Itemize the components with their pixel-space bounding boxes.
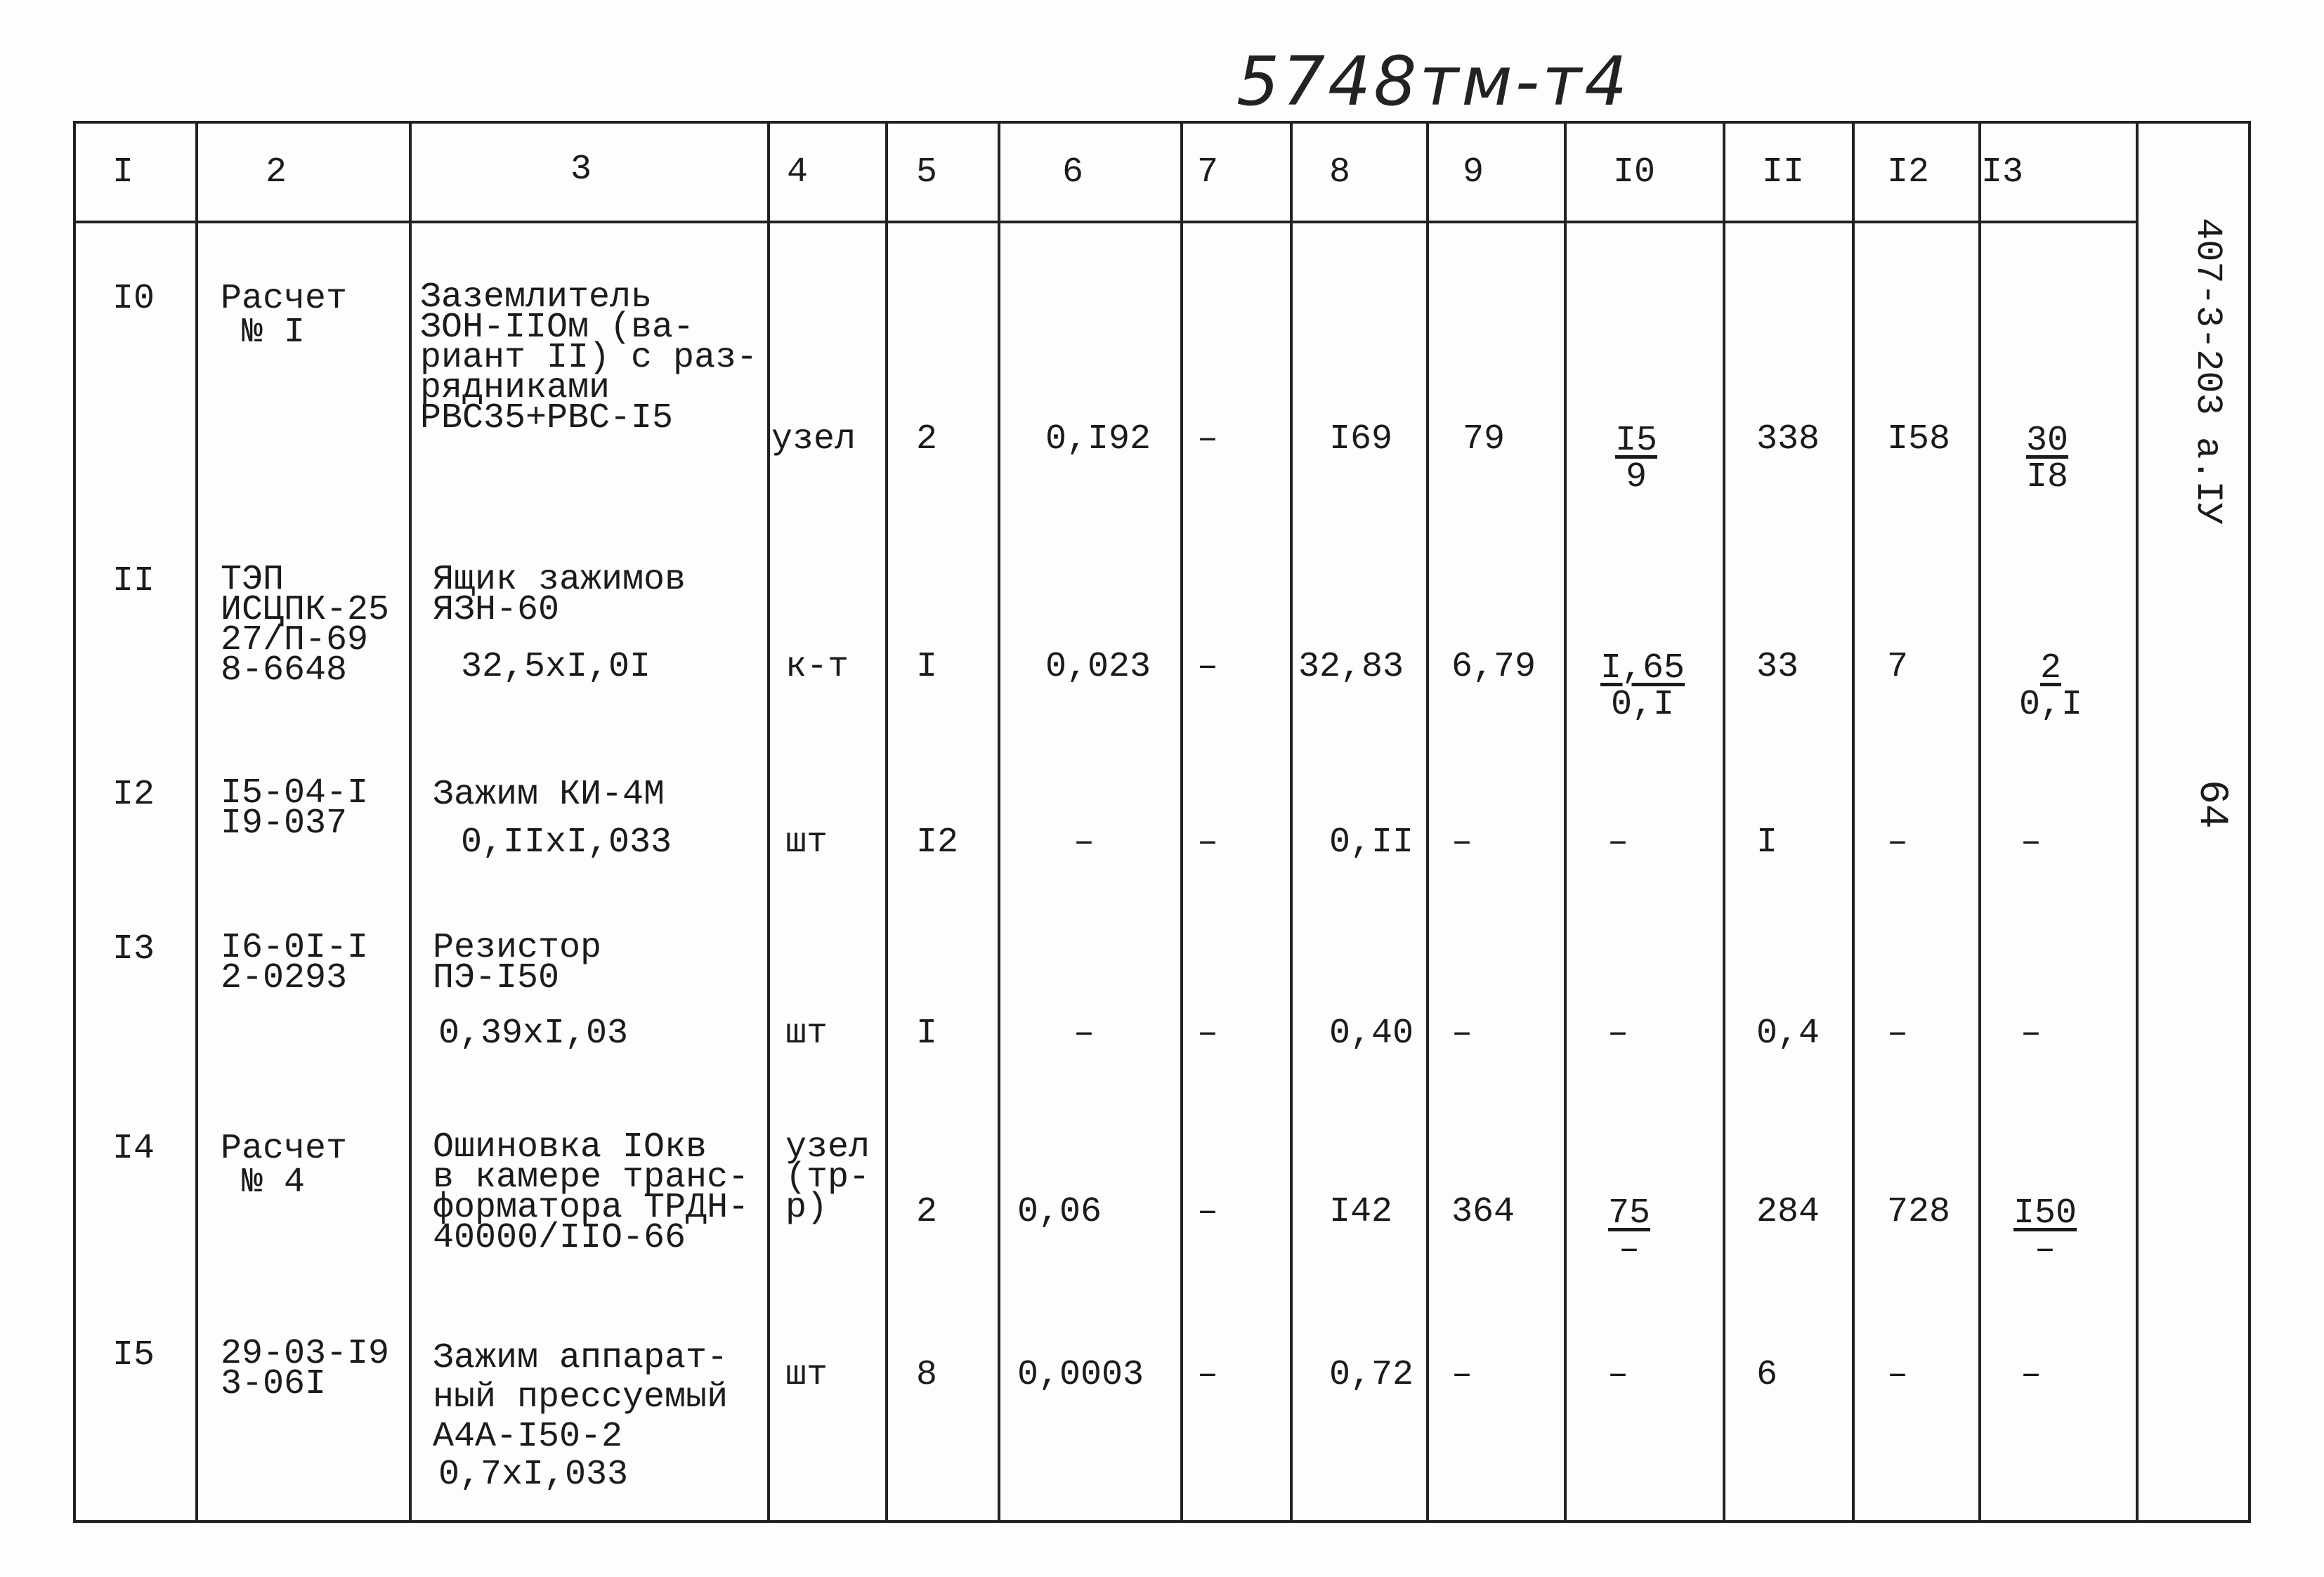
reference: Расчет № 4 <box>221 1129 348 1203</box>
column-rule <box>767 124 770 1520</box>
document-number: 5748тм-т4 <box>1236 42 1631 121</box>
header-col-13: I3 <box>1981 152 2024 192</box>
header-col-10: I0 <box>1613 152 1656 192</box>
col-12-value: I58 <box>1887 419 1951 459</box>
col-12-value: 728 <box>1887 1192 1951 1232</box>
side-document-code: 407-3-203 а.IУ <box>2187 218 2228 525</box>
quantity: 8 <box>916 1355 938 1395</box>
item-dimensions: 0,39хI,03 <box>438 1014 629 1054</box>
header-col-3: 3 <box>570 150 592 190</box>
column-rule <box>1180 124 1183 1520</box>
item-dimensions: 0,IIхI,033 <box>461 823 672 863</box>
col-8-value: 0,40 <box>1329 1014 1414 1054</box>
header-col-12: I2 <box>1887 152 1930 192</box>
col-12-value: – <box>1887 823 1909 863</box>
col-13-fraction <box>2006 1193 2084 1270</box>
quantity: I2 <box>916 823 959 863</box>
unit: шт <box>785 823 828 863</box>
item-description: Ошиновка IОкв в камере транс- форматора ТРДН- 40000/IIО-66 <box>433 1127 750 1258</box>
col-11-value: I <box>1756 823 1778 863</box>
row-number: I0 <box>112 279 155 319</box>
item-description: Резистор ПЭ-I50 <box>433 928 602 998</box>
reference: Расчет № I <box>221 279 348 353</box>
header-col-5: 5 <box>916 152 938 192</box>
col-6-value: – <box>1073 823 1095 863</box>
column-rule <box>1564 124 1567 1520</box>
item-description: Зажим аппарат- ный прессуемый А4А-I50-2 <box>433 1338 729 1457</box>
col-11-value: 0,4 <box>1756 1014 1820 1054</box>
column-rule <box>1723 124 1725 1520</box>
fraction-numerator: 30 <box>2025 421 2068 461</box>
row-number: I2 <box>112 775 155 815</box>
col-10-fraction <box>1593 650 1692 724</box>
item-dimensions: 0,7хI,033 <box>438 1455 629 1495</box>
fraction-numerator: I50 <box>2013 1193 2077 1234</box>
quantity: I <box>916 647 938 687</box>
col-9-value: 364 <box>1451 1192 1515 1232</box>
col-9-value: – <box>1451 823 1473 863</box>
unit: шт <box>785 1355 828 1395</box>
header-col-2: 2 <box>266 152 287 192</box>
fraction-denominator: – <box>1618 1230 1640 1270</box>
fraction-denominator: I8 <box>2025 457 2068 497</box>
col-9-value: 79 <box>1463 419 1506 459</box>
fraction-numerator: 2 <box>2039 648 2061 688</box>
row-number: I5 <box>112 1335 155 1375</box>
header-rule <box>76 221 2136 223</box>
col-11-value: 6 <box>1756 1355 1778 1395</box>
column-rule <box>2136 124 2139 1520</box>
reference: I6-0I-I 2-0293 <box>221 928 369 998</box>
item-description: Заземлитель ЗОН-IIОм (ва- риант II) с раз- рядниками РВС35+РВС-I5 <box>420 277 758 438</box>
col-10-value: – <box>1607 823 1629 863</box>
header-col-7: 7 <box>1197 152 1219 192</box>
column-rule <box>885 124 888 1520</box>
col-13-value: – <box>2021 1014 2042 1054</box>
fraction-numerator: I5 <box>1614 421 1657 461</box>
unit: узел <box>771 419 856 459</box>
col-11-value: 338 <box>1756 419 1820 459</box>
col-12-value: – <box>1887 1014 1909 1054</box>
header-col-8: 8 <box>1329 152 1351 192</box>
fraction-denominator: 0,I <box>2018 685 2082 725</box>
unit: шт <box>785 1014 828 1054</box>
col-13-value: – <box>2021 1355 2042 1395</box>
col-10-value: – <box>1607 1355 1629 1395</box>
specification-table <box>73 121 2251 1523</box>
col-7-value: – <box>1197 419 1219 459</box>
col-6-value: 0,I92 <box>1045 419 1151 459</box>
col-7-value: – <box>1197 823 1219 863</box>
col-12-value: – <box>1887 1355 1909 1395</box>
col-6-value: – <box>1073 1014 1095 1054</box>
fraction-numerator: I,65 <box>1600 648 1685 688</box>
quantity: I <box>916 1014 938 1054</box>
reference: 29-03-I9 3-06I <box>221 1334 390 1404</box>
col-7-value: – <box>1197 1014 1219 1054</box>
unit: узел (тр- р) <box>785 1127 870 1228</box>
header-col-11: II <box>1762 152 1805 192</box>
col-11-value: 33 <box>1756 647 1799 687</box>
col-7-value: – <box>1197 1192 1219 1232</box>
column-rule <box>1978 124 1981 1520</box>
col-13-value: – <box>2021 823 2042 863</box>
item-dimensions: 32,5хI,0I <box>461 647 651 687</box>
fraction-denominator: – <box>2034 1230 2056 1270</box>
unit: к-т <box>785 647 849 687</box>
row-number: I4 <box>112 1129 155 1169</box>
col-8-value: I42 <box>1329 1192 1393 1232</box>
item-description: Зажим КИ-4М <box>433 775 665 815</box>
col-8-value: 0,II <box>1329 823 1414 863</box>
column-rule <box>409 124 412 1520</box>
col-13-fraction <box>2012 423 2082 496</box>
col-10-value: – <box>1607 1014 1629 1054</box>
col-13-fraction <box>2012 650 2089 724</box>
reference: ТЭП ИСЦПК-25 27/П-69 8-6648 <box>221 560 390 691</box>
column-rule <box>1426 124 1429 1520</box>
col-10-fraction <box>1605 423 1668 496</box>
fraction-denominator: 9 <box>1625 457 1647 497</box>
side-page-number: 64 <box>2188 780 2234 829</box>
fraction-denominator: 0,I <box>1610 685 1674 725</box>
header-col-4: 4 <box>787 152 809 192</box>
col-6-value: 0,0003 <box>1017 1355 1144 1395</box>
col-11-value: 284 <box>1756 1192 1820 1232</box>
col-9-value: 6,79 <box>1451 647 1536 687</box>
header-col-1: I <box>112 152 134 192</box>
col-10-fraction <box>1598 1193 1661 1270</box>
col-6-value: 0,06 <box>1017 1192 1102 1232</box>
col-8-value: I69 <box>1329 419 1393 459</box>
column-rule <box>1852 124 1855 1520</box>
header-col-6: 6 <box>1062 152 1084 192</box>
item-description: Ящик зажимов ЯЗН-60 <box>433 560 686 630</box>
quantity: 2 <box>916 1192 938 1232</box>
col-9-value: – <box>1451 1014 1473 1054</box>
header-col-9: 9 <box>1463 152 1484 192</box>
row-number: I3 <box>112 929 155 969</box>
col-8-value: 0,72 <box>1329 1355 1414 1395</box>
column-rule <box>998 124 1000 1520</box>
col-7-value: – <box>1197 1355 1219 1395</box>
col-12-value: 7 <box>1887 647 1909 687</box>
col-7-value: – <box>1197 647 1219 687</box>
column-rule <box>195 124 198 1520</box>
fraction-numerator: 75 <box>1607 1193 1650 1234</box>
column-rule <box>1290 124 1293 1520</box>
col-9-value: – <box>1451 1355 1473 1395</box>
row-number: II <box>112 561 155 601</box>
quantity: 2 <box>916 419 938 459</box>
col-8-value: 32,83 <box>1298 647 1404 687</box>
reference: I5-04-I I9-037 <box>221 773 369 844</box>
col-6-value: 0,023 <box>1045 647 1151 687</box>
